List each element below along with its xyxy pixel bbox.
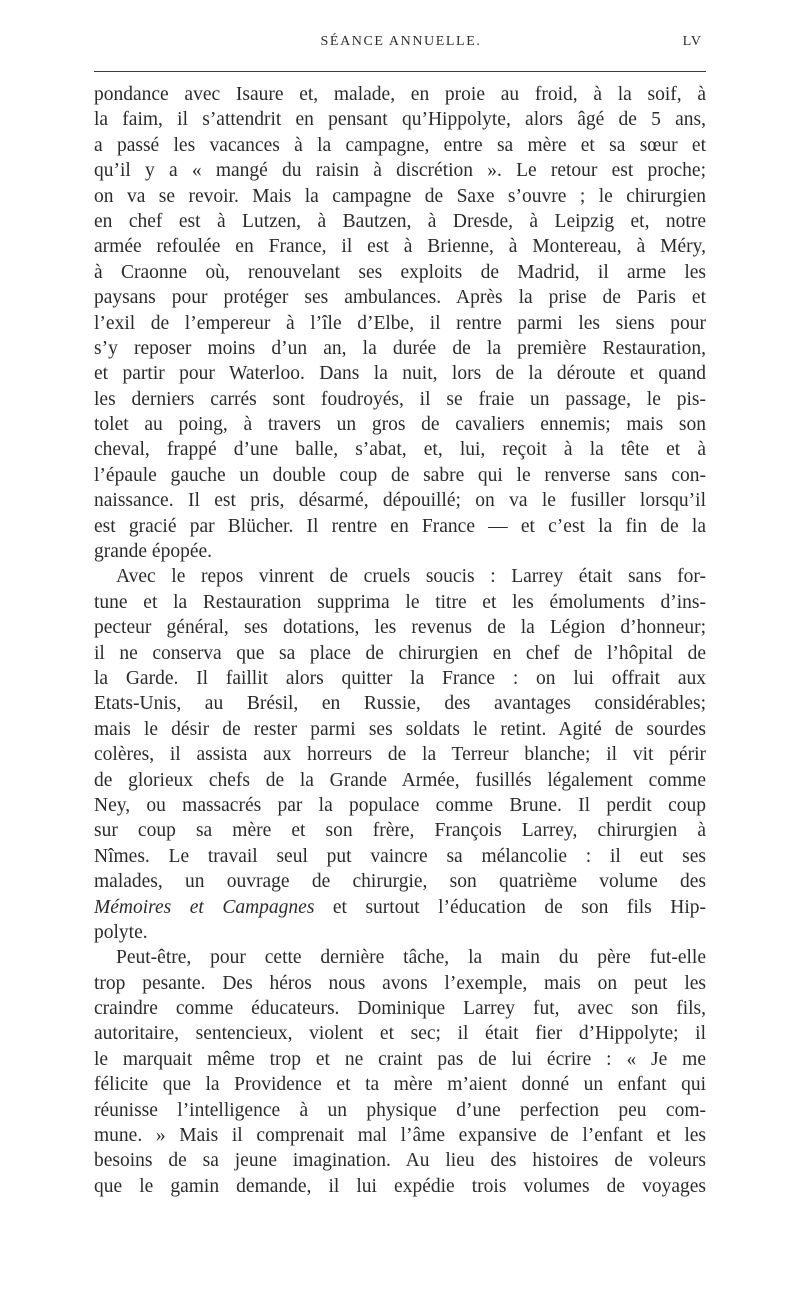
text-line: besoins de sa jeune imagination. Au lieu des histoires de voleurs — [94, 1150, 706, 1172]
text-line: de glorieux chefs de la Grande Armée, fusillés légalement comme — [94, 769, 706, 791]
text-line: pecteur général, ses dotations, les revenus de la Légion d’honneur; — [94, 617, 706, 639]
text-line: naissance. Il est pris, désarmé, dépouillé; on va le fusiller lorsqu’il — [94, 490, 706, 512]
body-text — [94, 82, 706, 1199]
text-line: il ne conserva que sa place de chirurgien en chef de l’hôpital de — [94, 642, 706, 664]
text-line: mune. » Mais il comprenait mal l’âme expansive de l’enfant et les — [94, 1125, 706, 1147]
text-line: qu’il y a « mangé du raisin à discrétion ». Le retour est proche; — [94, 160, 706, 182]
text-line: trop pesante. Des héros nous avons l’exemple, mais on peut les — [94, 972, 706, 994]
text-line: autoritaire, sentencieux, violent et sec; il était fier d’Hippolyte; il — [94, 1023, 706, 1045]
text-line: les derniers carrés sont foudroyés, il se fraie un passage, le pis- — [94, 388, 706, 410]
text-line: le marquait même trop et ne craint pas de lui écrire : « Je me — [94, 1048, 706, 1070]
text-line: à Craonne où, renouvelant ses exploits de Madrid, il arme les — [94, 261, 706, 283]
text-line: cheval, frappé d’une balle, s’abat, et, lui, reçoit à la tête et à — [94, 439, 706, 461]
text-line: Peut-être, pour cette dernière tâche, la main du père fut-elle — [116, 947, 706, 969]
text-line: colères, il assista aux horreurs de la Terreur blanche; il vit périr — [94, 744, 706, 766]
text-line: la Garde. Il faillit alors quitter la France : on lui offrait aux — [94, 667, 706, 689]
text-line: malades, un ouvrage de chirurgie, son quatrième volume des — [94, 871, 706, 893]
text-line: paysans pour protéger ses ambulances. Après la prise de Paris et — [94, 287, 706, 309]
text-line: félicite que la Providence et ta mère m’aient donné un enfant qui — [94, 1074, 706, 1096]
text-line-rest: et surtout l’éducation de son fils Hip- — [314, 896, 706, 918]
text-line: et partir pour Waterloo. Dans la nuit, lors de la déroute et quand — [94, 363, 706, 385]
text-line: l’exil de l’empereur à l’île d’Elbe, il rentre parmi les siens pour — [94, 312, 706, 334]
text-line: la faim, il s’attendrit en pensant qu’Hippolyte, alors âgé de 5 ans, — [94, 109, 706, 131]
text-line: tolet au poing, à travers un gros de cavaliers ennemis; mais son — [94, 414, 706, 436]
text-line: s’y reposer moins d’un an, la durée de la première Restauration, — [94, 337, 706, 359]
text-line: que le gamin demande, il lui expédie trois volumes de voyages — [94, 1175, 706, 1197]
text-line: en chef est à Lutzen, à Bautzen, à Dresde, à Leipzig et, notre — [94, 210, 706, 232]
text-line: Nîmes. Le travail seul put vaincre sa mélancolie : il eut ses — [94, 845, 706, 867]
header-rule — [94, 71, 706, 72]
text-line: est gracié par Blücher. Il rentre en France — et c’est la fin de la — [94, 515, 706, 537]
running-title: SÉANCE ANNUELLE. — [320, 34, 482, 49]
italic-title: Mémoires et Campagnes — [94, 896, 315, 918]
text-line: a passé les vacances à la campagne, entre sa mère et sa sœur et — [94, 134, 706, 156]
text-line: sur coup sa mère et son frère, François Larrey, chirurgien à — [94, 820, 706, 842]
text-line: armée refoulée en France, il est à Brienne, à Montereau, à Méry, — [94, 236, 706, 258]
text-line: l’épaule gauche un double coup de sabre qui le renverse sans con- — [94, 464, 706, 486]
page-header — [94, 28, 708, 54]
text-line: mais le désir de rester parmi ses soldats le retint. Agité de sourdes — [94, 718, 706, 740]
text-line: pondance avec Isaure et, malade, en proie au froid, à la soif, à — [94, 84, 706, 105]
text-line: Ney, ou massacrés par la populace comme Brune. Il perdit coup — [94, 794, 706, 816]
text-line: craindre comme éducateurs. Dominique Larrey fut, avec son fils, — [94, 998, 706, 1020]
text-line: tune et la Restauration supprima le titre et les émoluments d’ins- — [94, 591, 706, 613]
page-number: LV — [682, 34, 702, 49]
text-line: on va se revoir. Mais la campagne de Saxe s’ouvre ; le chirurgien — [94, 185, 706, 207]
text-line — [94, 895, 706, 920]
text-line: polyte. — [94, 921, 148, 943]
text-line: grande épopée. — [94, 541, 213, 563]
text-line: Etats-Unis, au Brésil, en Russie, des avantages considérables; — [94, 693, 706, 715]
text-line: Avec le repos vinrent de cruels soucis : Larrey était sans for- — [116, 566, 706, 588]
text-line: réunisse l’intelligence à un physique d’une perfection peu com- — [94, 1099, 706, 1121]
